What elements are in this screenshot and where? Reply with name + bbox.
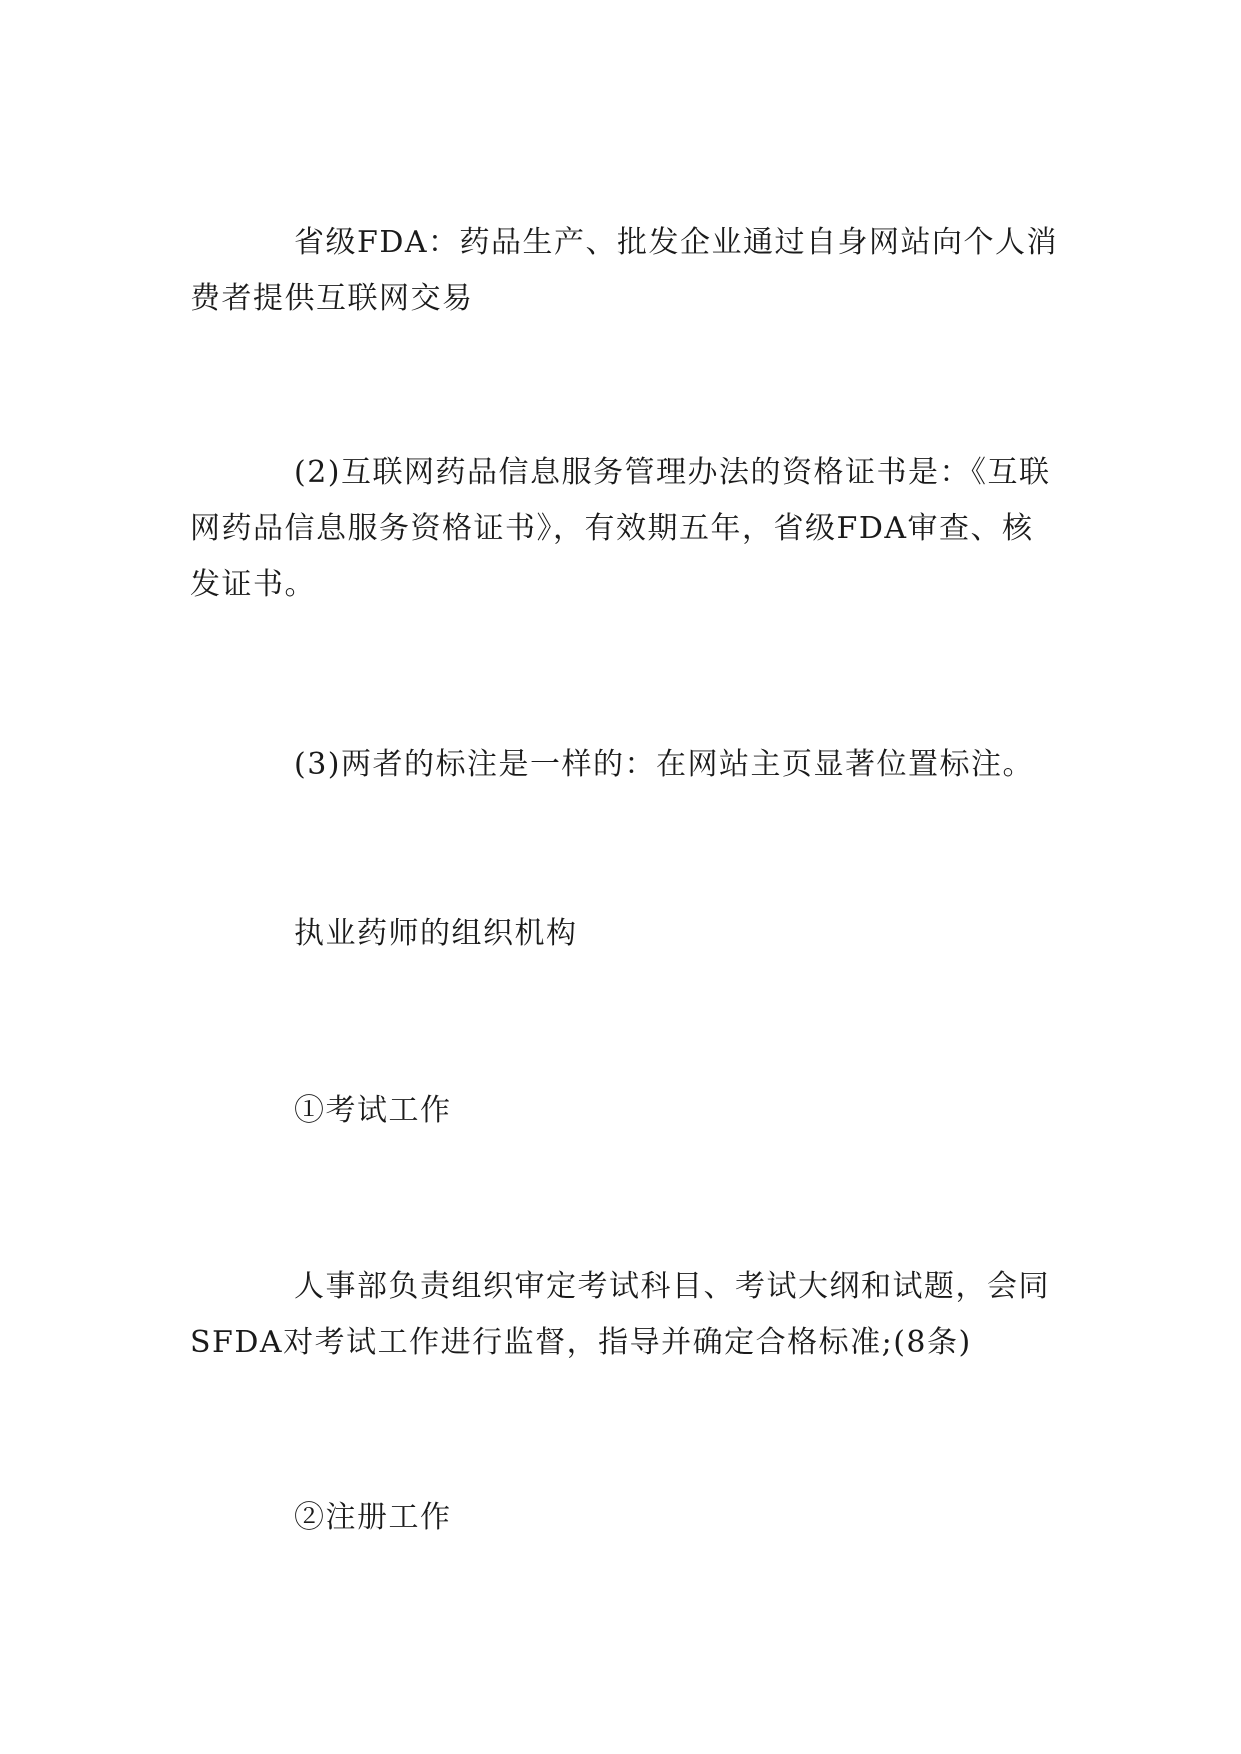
paragraph-provincial-fda: 省级FDA：药品生产、批发企业通过自身网站向个人消费者提供互联网交易 <box>190 225 1059 316</box>
paragraph-personnel-ministry: 人事部负责组织审定考试科目、考试大纲和试题，会同SFDA对考试工作进行监督，指导并确定合格标准;(8条) <box>190 1269 1050 1360</box>
section-heading-organization: 执业药师的组织机构 <box>294 916 578 951</box>
paragraph-labeling: (3)两者的标注是一样的：在网站主页显著位置标注。 <box>294 747 1034 782</box>
subheading-registration-work: ②注册工作 <box>294 1500 452 1535</box>
subheading-exam-work: ①考试工作 <box>294 1093 452 1128</box>
paragraph-certificate: (2)互联网药品信息服务管理办法的资格证书是：《互联网药品信息服务资格证书》，有效期五年，省级FDA审查、核发证书。 <box>190 455 1051 602</box>
